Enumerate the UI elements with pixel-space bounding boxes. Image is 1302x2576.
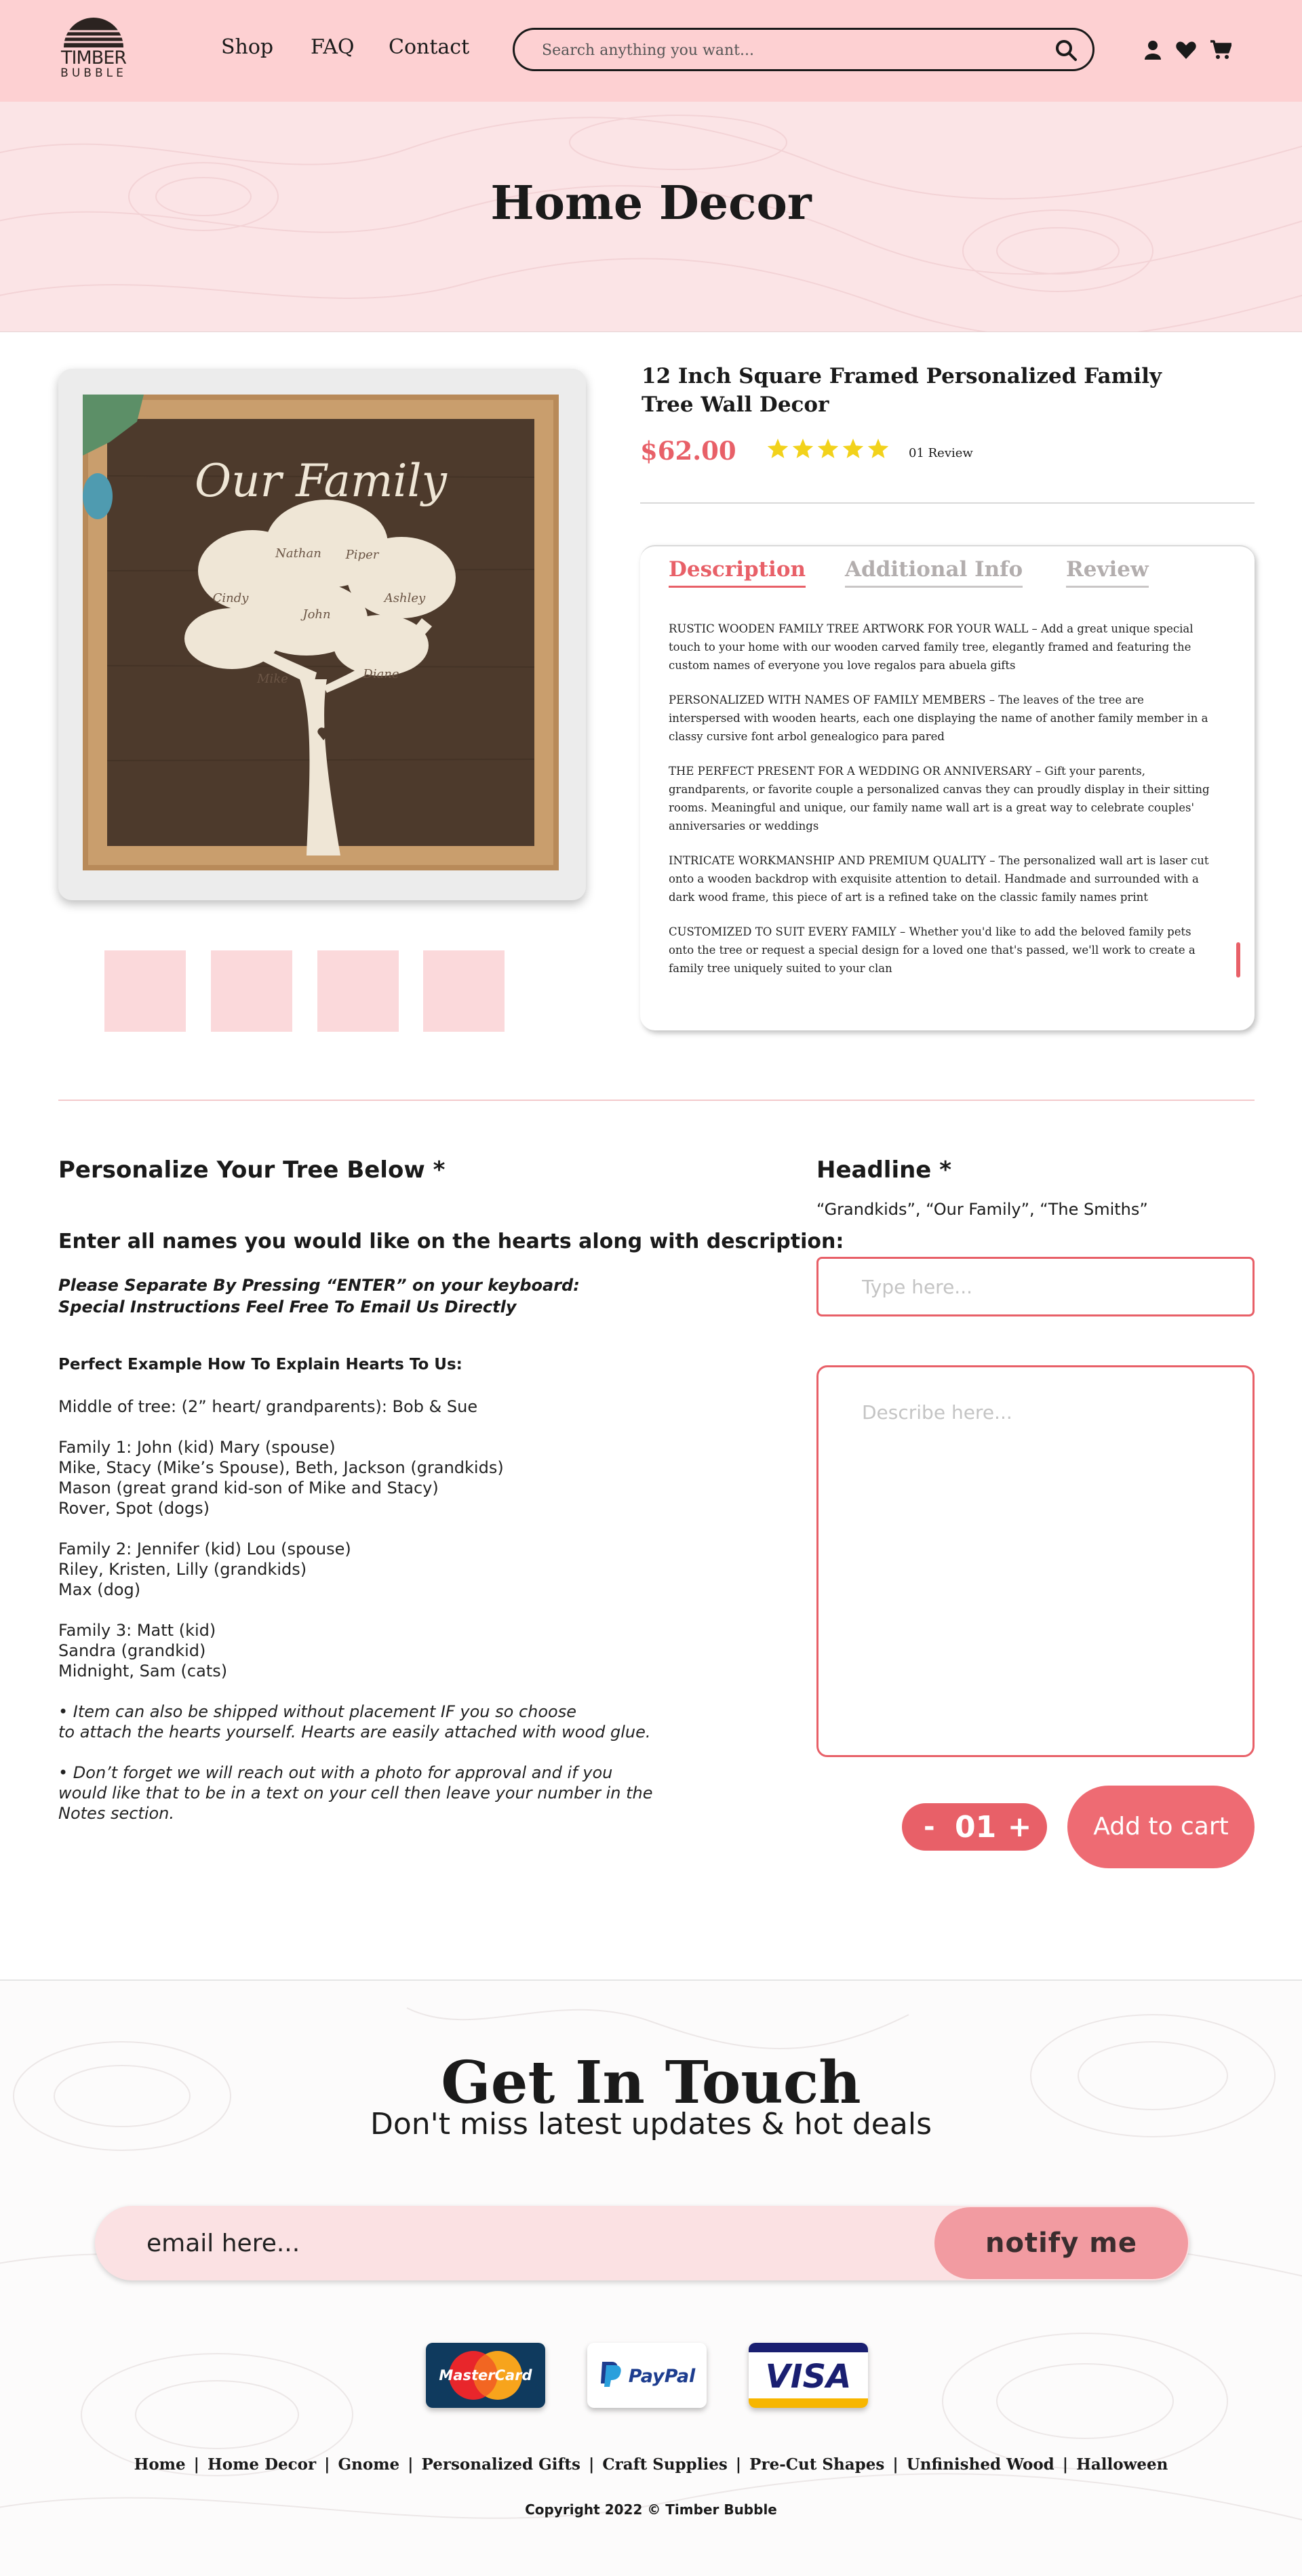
example-line: Mason (great grand kid-son of Mike and Stacy) — [58, 1478, 439, 1497]
nav-contact[interactable]: Contact — [389, 35, 470, 59]
footer-link-halloween[interactable]: Halloween — [1076, 2455, 1168, 2474]
note-line: Notes section. — [58, 1804, 175, 1823]
subtext-line: Please Separate By Pressing “ENTER” on your keyboard: — [58, 1276, 580, 1295]
footer-links: Home | Home Decor | Gnome | Personalized Gifts | Craft Supplies | Pre-Cut Shapes | Unfinished Wood | Halloween — [134, 2455, 1168, 2474]
tab-additional-info[interactable]: Additional Info — [845, 557, 1023, 588]
example-line: Family 2: Jennifer (kid) Lou (spouse) — [58, 1539, 351, 1558]
tab-review[interactable]: Review — [1066, 557, 1149, 588]
example-heading: Perfect Example How To Explain Hearts To Us: — [58, 1356, 462, 1373]
logo-text-bottom: BUBBLE — [60, 66, 127, 80]
description-paragraph: PERSONALIZED WITH NAMES OF FAMILY MEMBERS – The leaves of the tree are interspersed with wooden hearts, each one displaying the name of another family member in a classy cursive font arbol genealogico para pared — [669, 693, 1208, 743]
note-line: to attach the hearts yourself. Hearts are easily attached with wood glue. — [58, 1723, 651, 1742]
describe-textarea[interactable] — [816, 1365, 1255, 1757]
divider — [58, 1100, 1255, 1101]
description-scrollbar[interactable] — [1236, 942, 1240, 978]
user-icon[interactable] — [1145, 39, 1161, 63]
example-line: Sandra (grandkid) — [58, 1641, 206, 1660]
headline-label: Headline * — [816, 1156, 951, 1184]
review-count-link[interactable]: 01 Review — [909, 446, 973, 460]
description-paragraph: RUSTIC WOODEN FAMILY TREE ARTWORK FOR YOUR WALL – Add a great unique special touch to your home with our wooden carved family tree, elegantly framed and featuring the custom names of everyone you love regalos para abuela gifts — [669, 622, 1194, 672]
decrease-button[interactable]: - — [924, 1811, 935, 1843]
product-image[interactable] — [83, 395, 559, 870]
example-line: Mike, Stacy (Mike’s Spouse), Beth, Jackson (grandkids) — [58, 1458, 504, 1477]
nav-shop[interactable]: Shop — [221, 35, 274, 59]
note-line: • Don’t forget we will reach out with a photo for approval and if you — [58, 1763, 613, 1782]
rating-stars — [766, 438, 892, 464]
example-block — [58, 1396, 764, 1417]
heart-name: Ashley — [384, 591, 426, 605]
mastercard-icon — [426, 2343, 545, 2408]
logo-sun-icon — [57, 16, 130, 50]
category-banner — [0, 102, 1302, 332]
copyright-text: Copyright 2022 © Timber Bubble — [525, 2501, 777, 2518]
note-block — [58, 1702, 764, 1742]
example-body — [58, 1396, 764, 1844]
heart-name: John — [302, 607, 331, 622]
footer-link-unfinished-wood[interactable]: Unfinished Wood — [906, 2455, 1054, 2474]
star-icon — [868, 439, 888, 458]
visa-icon — [749, 2343, 868, 2408]
quantity-value: 01 — [955, 1810, 997, 1845]
heart-icon[interactable] — [1176, 41, 1196, 63]
heart-name: Nathan — [275, 546, 321, 561]
example-line: Family 1: John (kid) Mary (spouse) — [58, 1438, 336, 1457]
example-line: Max (dog) — [58, 1580, 141, 1599]
heart-name: Mike — [257, 672, 288, 686]
tab-description[interactable]: Description — [669, 557, 806, 588]
description-paragraph: INTRICATE WORKMANSHIP AND PREMIUM QUALITY – The personalized wall art is laser cut onto a wooden backdrop with exquisite attention to detail. Handmade and surrounded with a dark wood frame, this piece of art is a refined take on the classic family names print — [669, 854, 1209, 904]
logo-text-top: TIMBER — [60, 47, 127, 68]
footer-link-pre-cut-shapes[interactable]: Pre-Cut Shapes — [749, 2455, 885, 2474]
paypal-icon — [587, 2343, 707, 2408]
image-heading-text: Our Family — [195, 455, 447, 507]
star-icon — [843, 439, 863, 458]
get-in-touch-title: Get In Touch — [441, 2049, 861, 2117]
example-block — [58, 1437, 764, 1518]
footer-link-craft-supplies[interactable]: Craft Supplies — [602, 2455, 728, 2474]
get-in-touch-subtitle: Don't miss latest updates & hot deals — [370, 2107, 932, 2141]
quantity-stepper — [902, 1803, 1047, 1851]
thumbnail-4[interactable] — [423, 950, 505, 1032]
headline-hint: “Grandkids”, “Our Family”, “The Smiths” — [816, 1200, 1148, 1219]
search-icon[interactable] — [1054, 39, 1078, 65]
example-line: Midnight, Sam (cats) — [58, 1662, 228, 1681]
product-title: 12 Inch Square Framed Personalized Family Tree Wall Decor — [642, 364, 1162, 417]
card-label: VISA — [765, 2358, 852, 2396]
thumbnail-1[interactable] — [104, 950, 186, 1032]
footer-link-personalized-gifts[interactable]: Personalized Gifts — [421, 2455, 580, 2474]
divider — [640, 502, 1255, 504]
star-icon — [768, 439, 788, 458]
star-icon — [818, 439, 838, 458]
footer-link-gnome[interactable]: Gnome — [338, 2455, 400, 2474]
card-label: MasterCard — [439, 2367, 532, 2383]
product-price: $62.00 — [640, 436, 736, 466]
heart-name: Cindy — [212, 591, 249, 605]
notify-me-button[interactable]: notify me — [934, 2207, 1188, 2279]
cart-icon[interactable] — [1210, 39, 1231, 63]
note-line: • Item can also be shipped without placement IF you so choose — [58, 1702, 577, 1721]
footer-link-home[interactable]: Home — [134, 2455, 186, 2474]
site-header — [0, 0, 1302, 102]
increase-button[interactable]: + — [1008, 1810, 1032, 1843]
heart-name: Piper — [345, 548, 379, 562]
search-bar — [513, 28, 1094, 71]
description-text — [669, 620, 1217, 994]
personalize-instruction: Enter all names you would like on the hearts along with description: — [58, 1230, 844, 1253]
example-line: Rover, Spot (dogs) — [58, 1499, 210, 1518]
heart-name: Diane — [363, 667, 399, 681]
thumbnail-2[interactable] — [211, 950, 292, 1032]
example-block — [58, 1620, 764, 1681]
personalize-heading: Personalize Your Tree Below * — [58, 1156, 446, 1184]
timber-bubble-logo[interactable] — [57, 16, 130, 79]
newsletter-email-input[interactable] — [146, 2228, 757, 2259]
page-title: Home Decor — [490, 176, 812, 230]
footer-link-home-decor[interactable]: Home Decor — [208, 2455, 317, 2474]
nav-faq[interactable]: FAQ — [311, 35, 355, 59]
description-paragraph: THE PERFECT PRESENT FOR A WEDDING OR ANNIVERSARY – Gift your parents, grandparents, or favorite couple a personalized canvas they can proudly display in their sitting rooms. Meaningful and unique, our family name wall art is a great way to celebrate couples' anniversaries or weddings — [669, 765, 1210, 832]
subtext-line: Special Instructions Feel Free To Email Us Directly — [58, 1297, 517, 1316]
example-line: Middle of tree: (2” heart/ grandparents): Bob & Sue — [58, 1397, 478, 1416]
personalize-subtext — [58, 1274, 580, 1318]
star-icon — [793, 439, 813, 458]
example-block — [58, 1539, 764, 1600]
thumbnail-3[interactable] — [317, 950, 399, 1032]
example-line: Family 3: Matt (kid) — [58, 1621, 216, 1640]
headline-input[interactable] — [816, 1257, 1255, 1316]
search-input[interactable] — [542, 39, 1017, 61]
note-block — [58, 1763, 764, 1824]
add-to-cart-button[interactable]: Add to cart — [1067, 1786, 1255, 1868]
note-line: would like that to be in a text on your cell then leave your number in the — [58, 1784, 653, 1803]
card-label: PayPal — [628, 2366, 696, 2387]
description-paragraph: CUSTOMIZED TO SUIT EVERY FAMILY – Whether you'd like to add the beloved family pets onto the tree or request a special design for a loved one that's passed, we'll work to create a family tree uniquely suited to your clan — [669, 925, 1196, 975]
example-line: Riley, Kristen, Lilly (grandkids) — [58, 1560, 307, 1579]
